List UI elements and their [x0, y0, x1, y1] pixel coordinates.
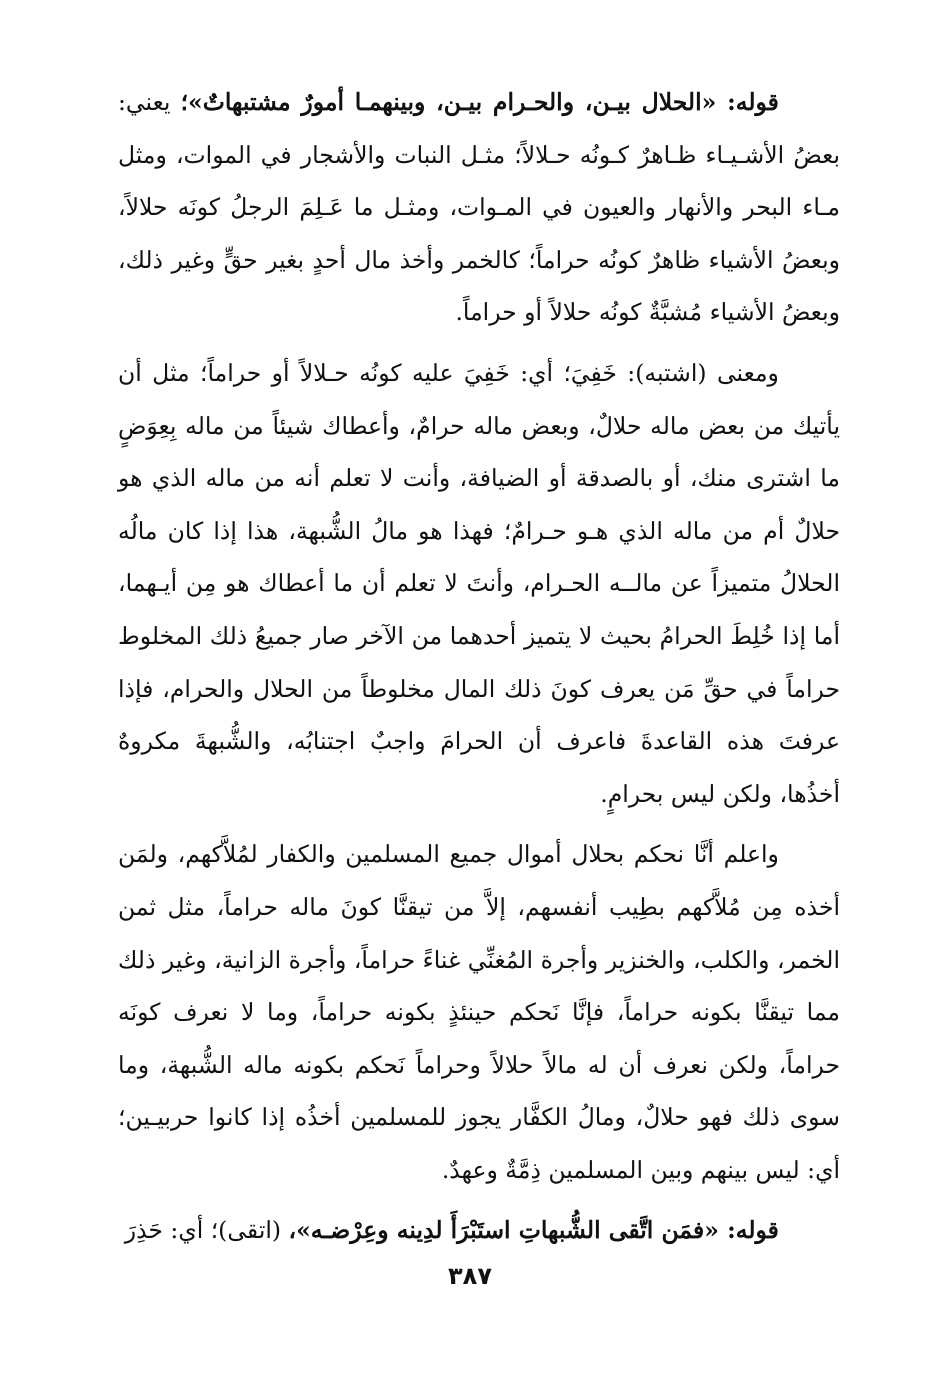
paragraph-2-text: ومعنى (اشتبه): خَفِيَ؛ أي: خَفِيَ عليه كونُه حـلالاً أو حراماً؛ مثل أن يأتيك من بعض ماله حلالٌ، وبعض ماله حرامٌ، وأعطاك شيئاً من ماله بِعِوَضٍ ما اشترى منك، أو بالصدقة أو الضيافة، وأنت لا تعلم أنه من ماله الذي هو حلالٌ أم من ماله الذي هـو حـرامٌ؛ فهذا هو مالُ الشُّبهة، هذا إذا كان مالُه الحلالُ متميزاً عن مالــه الحـرام، وأنتَ لا تعلم أن ما أعطاك هو مِن أيـهما، أما إذا خُلِطَ الحرامُ بحيث لا يتميز أحدهما من الآخر صار جميعُ ذلك المخلوط حراماً في حقِّ مَن يعرف كونَ ذلك المال مخلوطاً من الحلال والحرام، فإذا عرفتَ هذه القاعدةَ فاعرف أن الحرامَ واجبٌ اجتنابُه، والشُّبهةَ مكروهٌ أخذُها، ولكن ليس بحرامٍ.: [118, 358, 840, 808]
paragraph-2: [118, 347, 840, 820]
paragraph-4-text: (اتقى)؛ أي: حَذِرَ: [124, 1216, 289, 1245]
paragraph-3: [118, 828, 840, 1196]
paragraph-1: [118, 76, 840, 339]
paragraph-4-lead: قوله: «فمَن اتَّقى الشُّبهاتِ استَبْرَأَ لدِينه وعِرْضـه»،: [288, 1216, 779, 1245]
page-number: ٣٨٧: [448, 1262, 492, 1290]
paragraph-1-text: يعني: بعضُ الأشـيـاء ظـاهرٌ كـونُه حـلالاً؛ مثـل النبات والأشجار في الموات، ومثل مـاء البحر والأنهار والعيون في المـوات، ومثـل ما عَـلِمَ الرجلُ كونَه حلالاً، وبعضُ الأشياء ظاهرٌ كونُه حراماً؛ كالخمر وأخذ مال أحدٍ بغير حقٍّ وغير ذلك، وبعضُ الأشياء مُشبَّةٌ كونُه حلالاً أو حراماً.: [118, 88, 840, 327]
paragraph-3-text: واعلم أنَّا نحكم بحلال أموال جميع المسلمين والكفار لمُلاَّكهم، ولمَن أخذه مِن مُلاَّكهم بطِيب أنفسهم، إلاَّ من تيقنَّا كونَ ماله حراماً، مثل ثمن الخمر، والكلب، والخنزير وأجرة المُغنِّي غناءً حراماً، وأجرة الزانية، وغير ذلك مما تيقنَّا بكونه حراماً، فإنَّا نَحكم حينئذٍ بكونه حراماً، وما لا نعرف كونَه حراماً، ولكن نعرف أن له مالاً حلالاً وحراماً نَحكم بكونه ماله الشُّبهة، وما سوى ذلك فهو حلالٌ، ومالُ الكفَّار يجوز للمسلمين أخذُه إذا كانوا حربيـين؛ أي: ليس بينهم وبين المسلمين ذِمَّةٌ وعهدٌ.: [118, 840, 840, 1184]
paragraph-4: [118, 1204, 840, 1257]
paragraph-1-lead: قوله: «الحلال بيـن، والحـرام بيـن، وبينهمـا أمورٌ مشتبهاتٌ»؛: [180, 88, 779, 116]
page-body: [118, 76, 840, 1257]
